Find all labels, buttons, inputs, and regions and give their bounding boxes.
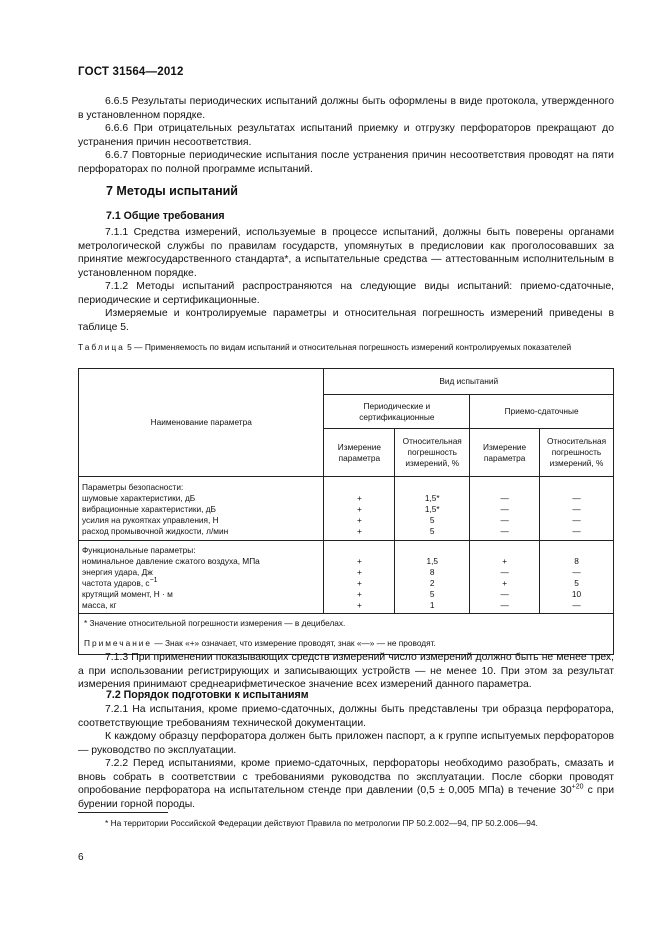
acceptance-error-cell: —: [572, 515, 581, 525]
table-row-function-group: [79, 541, 614, 614]
periodic-error-cell: 1: [429, 600, 435, 610]
acceptance-measure-cell: —: [500, 504, 509, 514]
periodic-error-cell: 1,5*: [424, 504, 440, 514]
acceptance-error-cell: 10: [571, 589, 582, 599]
periodic-error-cell: 2: [429, 578, 435, 588]
subsection-7-2-title: 7.2 Порядок подготовки к испытаниям: [106, 689, 309, 701]
periodic-measure-cell: +: [356, 515, 362, 525]
header-test-type: Вид испытаний: [324, 369, 614, 395]
periodic-measure-cell: +: [356, 589, 362, 599]
periodic-error-cell: 8: [429, 567, 435, 577]
header-periodic-error: Относительная погрешность измерений, %: [395, 429, 470, 477]
acceptance-measure-cell: —: [500, 600, 509, 610]
unit-exponent: −1: [149, 577, 158, 585]
group-heading: Параметры безопасности:: [82, 482, 184, 492]
acceptance-error-cell: —: [572, 600, 581, 610]
parameter-name: вибрационные характеристики, дБ: [82, 504, 217, 514]
header-acceptance-error: Относительная погрешность измерений, %: [540, 429, 614, 477]
table-notes-row: [79, 614, 614, 655]
periodic-measure-cell: +: [356, 556, 362, 566]
table-note: Примечание — Знак «+» означает, что измерение проводят, знак «—» — не проводят.: [84, 638, 436, 648]
periodic-error-cell: 5: [429, 589, 435, 599]
paragraph-7-1-2-b: Измеряемые и контролируемые параметры и относительная погрешность измерений приведены в таблице 5.: [78, 308, 614, 333]
paragraph-7-1-1: 7.1.1 Средства измерений, используемые в процессе испытаний, должны быть поверены органами метрологической службы по правилам государств, упомянутых в предисловии как проголосовавших за принятие межгосударственного стандарта*, а испытательные средства — аттестованным исполнительным в установленном порядке.: [78, 227, 614, 279]
periodic-measure-cell: +: [356, 600, 362, 610]
parameter-name: масса, кг: [82, 600, 117, 610]
parameter-name: крутящий момент, Н · м: [82, 589, 173, 599]
table-5-caption: [78, 342, 614, 353]
table-footnote: * Значение относительной погрешности измерения — в децибелах.: [84, 618, 346, 628]
periodic-measure-cell: +: [356, 567, 362, 577]
table-row-safety-group: [79, 477, 614, 541]
paragraph-6-6-6: 6.6.6 При отрицательных результатах испытаний приемку и отгрузку перфораторов прекращают до устранения причин несоответствия.: [78, 123, 614, 148]
time-tolerance: +20: [571, 783, 584, 791]
periodic-error-cell: 5: [429, 515, 435, 525]
paragraph-7-2-1-b: К каждому образцу перфоратора должен быть приложен паспорт, а к группе испытуемых перфораторов — руководство по эксплуатации.: [78, 731, 614, 756]
paragraph-7-2-2: 7.2.2 Перед испытаниями, кроме приемо-сдаточных, перфораторы необходимо разобрать, смазать и вновь собрать в соответствии с требованиями руководства по эксплуатации. После сборки проводят опробование перфоратора на испытательном стенде при давлении (0,5 ± 0,005 МПа) в течение $30^{+20}$ с при бурении горной породы.: [78, 758, 614, 810]
acceptance-measure-cell: —: [500, 526, 509, 536]
caption-text: 5 — Применяемость по видам испытаний и относительная погрешность измерений контролируемых показателей: [127, 342, 572, 352]
acceptance-error-cell: 5: [574, 578, 579, 588]
acceptance-measure-cell: +: [502, 556, 508, 566]
acceptance-measure-cell: +: [502, 578, 508, 588]
header-acceptance-measure: Измерение параметра: [470, 429, 540, 477]
periodic-error-cell: 1,5: [426, 556, 439, 566]
periodic-measure-cell: +: [356, 493, 362, 503]
subsection-7-1-title: 7.1 Общие требования: [106, 210, 225, 222]
document-code-header: ГОСТ 31564—2012: [78, 66, 184, 78]
parameter-name: шумовые характеристики, дБ: [82, 493, 196, 503]
parameter-name: частота ударов, $с^{-1}$: [82, 577, 158, 588]
acceptance-error-cell: 8: [574, 556, 579, 566]
header-periodic: Периодические и сертификационные: [324, 395, 470, 429]
acceptance-measure-cell: —: [500, 567, 509, 577]
page-number: 6: [78, 852, 84, 863]
acceptance-error-cell: —: [572, 504, 581, 514]
periodic-error-cell: 5: [429, 526, 435, 536]
parameter-name: расход промывочной жидкости, л/мин: [82, 526, 229, 536]
periodic-error-cell: 1,5*: [424, 493, 440, 503]
section-7-title: 7 Методы испытаний: [106, 184, 238, 198]
table-5: [78, 368, 614, 655]
caption-prefix: Таблица: [78, 342, 125, 352]
acceptance-error-cell: —: [572, 526, 581, 536]
periodic-measure-cell: +: [356, 578, 362, 588]
paragraph-7-1-2: 7.1.2 Методы испытаний распространяются на следующие виды испытаний: приемо-сдаточные, периодические и сертификационные.: [78, 281, 614, 306]
page-footnote: * На территории Российской Федерации действуют Правила по метрологии ПР 50.2.002—94, ПР 50.2.006—94.: [105, 818, 538, 828]
paragraph-6-6-5: 6.6.5 Результаты периодических испытаний должны быть оформлены в виде протокола, утвержденного в установленном порядке.: [78, 96, 614, 121]
group-heading: Функциональные параметры:: [82, 545, 196, 555]
acceptance-measure-cell: —: [500, 515, 509, 525]
acceptance-error-cell: —: [572, 493, 581, 503]
parameter-name: номинальное давление сжатого воздуха, МПа: [82, 556, 260, 566]
header-acceptance: Приемо-сдаточные: [470, 395, 614, 429]
paragraph-7-2-1: 7.2.1 На испытания, кроме приемо-сдаточных, должны быть представлены три образца перфоратора, соответствующие требованиям технической документации.: [78, 704, 614, 729]
parameter-name: усилия на рукоятках управления, Н: [82, 515, 219, 525]
periodic-measure-cell: +: [356, 504, 362, 514]
paragraph-7-1-3: 7.1.3 При применении показывающих средств измерений число измерений должно быть не менее трех, а при использовании регистрирующих и записывающих устройств — не менее 10. При этом за результат измерения принимают среднеарифметическое значение всех измерений данного параметра.: [78, 652, 614, 691]
acceptance-measure-cell: —: [500, 589, 509, 599]
footnote-divider: [78, 812, 168, 813]
header-periodic-measure: Измерение параметра: [324, 429, 395, 477]
acceptance-error-cell: —: [572, 567, 581, 577]
parameter-name: энергия удара, Дж: [82, 567, 153, 577]
paragraph-6-6-7: 6.6.7 Повторные периодические испытания после устранения причин несоответствия проводят на пяти перфораторах по полной программе испытаний.: [78, 150, 614, 175]
header-parameter-name: Наименование параметра: [79, 369, 324, 477]
acceptance-measure-cell: —: [500, 493, 509, 503]
periodic-measure-cell: +: [356, 526, 362, 536]
